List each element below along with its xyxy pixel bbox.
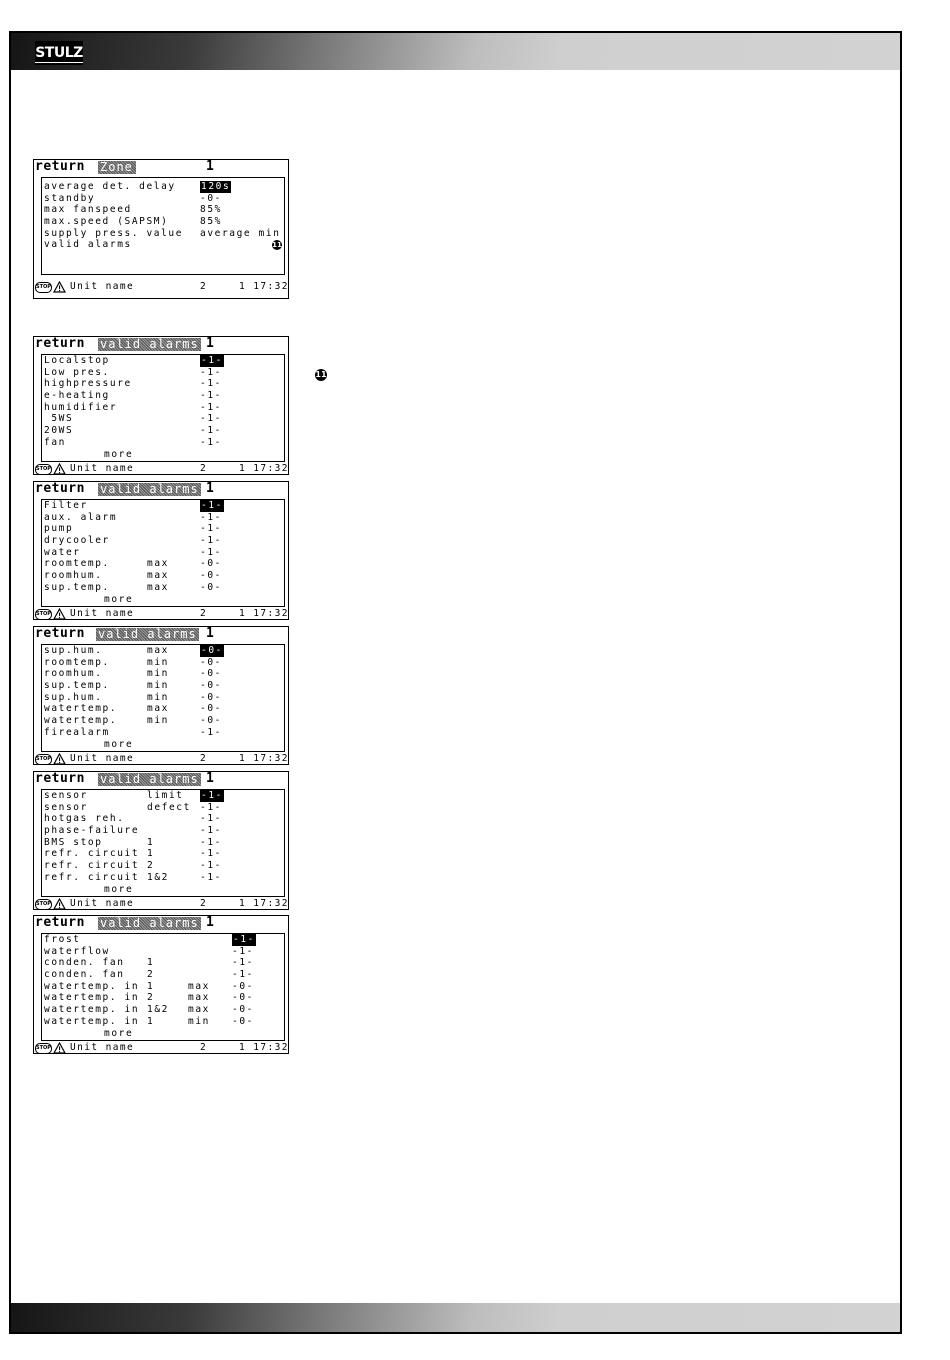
- row-limit: max: [188, 1004, 210, 1016]
- screen-title: return: [35, 915, 85, 930]
- row-label: BMS stop: [44, 836, 103, 848]
- lcd-status-bar: [34, 752, 288, 766]
- screen-title: return: [35, 481, 85, 496]
- stop-icon[interactable]: STOP: [35, 464, 52, 475]
- row-label: refr. circuit: [44, 860, 140, 872]
- row-value[interactable]: -1-: [200, 535, 222, 547]
- row-qualifier: min: [147, 691, 169, 703]
- row-label: sup.hum.: [44, 645, 103, 656]
- row-value[interactable]: -0-: [232, 1004, 254, 1016]
- menu-row[interactable]: [42, 703, 284, 715]
- lcd-menu-list: [41, 789, 285, 897]
- warning-icon[interactable]: [53, 608, 66, 620]
- row-limit: max: [188, 980, 210, 992]
- lcd-screen: [33, 915, 289, 1054]
- menu-row[interactable]: [42, 378, 284, 390]
- lcd-header: [34, 337, 288, 354]
- row-label: waterflow: [44, 945, 110, 957]
- menu-row[interactable]: [42, 500, 284, 512]
- row-label: pump: [44, 523, 74, 535]
- clock: 1 17:32: [239, 608, 289, 619]
- row-label: watertemp. in: [44, 1015, 140, 1027]
- row-label: phase-failure: [44, 825, 140, 837]
- screen-title: return: [35, 626, 85, 641]
- row-qualifier: max: [147, 703, 169, 715]
- page-indicator: 2: [200, 281, 208, 292]
- screen-number: 1: [206, 481, 214, 496]
- row-label: aux. alarm: [44, 511, 118, 523]
- menu-row[interactable]: [42, 848, 284, 860]
- row-qualifier: max: [147, 581, 169, 593]
- row-qualifier: 2: [147, 860, 155, 872]
- menu-row[interactable]: [42, 216, 284, 228]
- stop-icon[interactable]: STOP: [35, 282, 52, 293]
- warning-icon[interactable]: [53, 463, 66, 475]
- menu-row[interactable]: [42, 957, 284, 969]
- lcd-header: [34, 160, 288, 177]
- stop-icon[interactable]: STOP: [35, 899, 52, 910]
- row-label: sensor: [44, 790, 88, 801]
- menu-row[interactable]: [42, 645, 284, 657]
- lcd-screen: [33, 771, 289, 910]
- row-value[interactable]: -1-: [233, 934, 255, 945]
- lcd-status-bar: [34, 607, 288, 621]
- row-label: highpressure: [44, 378, 132, 390]
- menu-row[interactable]: [42, 981, 284, 993]
- row-value[interactable]: -0-: [200, 570, 222, 582]
- row-value[interactable]: -1-: [200, 378, 222, 390]
- row-value[interactable]: -1-: [200, 523, 222, 535]
- row-label: sup.temp.: [44, 581, 110, 593]
- menu-row[interactable]: [42, 1004, 284, 1016]
- warning-icon[interactable]: [53, 753, 66, 765]
- clock: 1 17:32: [239, 463, 289, 474]
- more-link[interactable]: more: [104, 1027, 134, 1039]
- menu-row[interactable]: [42, 790, 284, 802]
- row-value[interactable]: -0-: [200, 558, 222, 570]
- menu-row[interactable]: [42, 547, 284, 559]
- menu-row[interactable]: [42, 570, 284, 582]
- row-value[interactable]: -0-: [232, 1015, 254, 1027]
- warning-icon[interactable]: [53, 281, 66, 293]
- row-qualifier: 1&2: [147, 871, 169, 883]
- row-qualifier: 1&2: [147, 1004, 169, 1016]
- lcd-screen: [33, 626, 289, 765]
- more-link[interactable]: more: [104, 593, 134, 605]
- row-qualifier: min: [147, 656, 169, 668]
- stulz-logo: STULZ: [35, 41, 83, 65]
- stop-icon[interactable]: STOP: [35, 1043, 52, 1054]
- more-link[interactable]: more: [104, 738, 134, 750]
- menu-row[interactable]: [42, 523, 284, 535]
- menu-row[interactable]: [42, 367, 284, 379]
- lcd-menu-list: [41, 177, 285, 275]
- row-value[interactable]: -0-: [201, 645, 223, 656]
- row-label: sup.hum.: [44, 691, 103, 703]
- row-qualifier: 2: [147, 992, 155, 1004]
- lcd-status-bar: [34, 462, 288, 476]
- screen-title: return: [35, 336, 85, 351]
- row-label: watertemp. in: [44, 992, 140, 1004]
- row-value[interactable]: -1-: [200, 836, 222, 848]
- row-qualifier: limit: [147, 790, 184, 801]
- menu-row[interactable]: [42, 437, 284, 449]
- row-label: 5WS: [44, 413, 74, 425]
- row-limit: min: [188, 1015, 210, 1027]
- row-label: fan: [44, 436, 66, 448]
- row-label: hotgas reh.: [44, 813, 125, 825]
- row-label: roomhum.: [44, 668, 103, 680]
- menu-row[interactable]: [42, 1016, 284, 1028]
- page-indicator: 2: [200, 753, 208, 764]
- row-qualifier: 1: [147, 848, 155, 860]
- row-value[interactable]: -1-: [201, 500, 223, 511]
- row-value[interactable]: -1-: [200, 801, 222, 813]
- screen-title: return: [35, 771, 85, 786]
- row-label: roomhum.: [44, 570, 103, 582]
- row-value[interactable]: -1-: [200, 546, 222, 558]
- row-qualifier: min: [147, 668, 169, 680]
- row-label: roomtemp.: [44, 558, 110, 570]
- menu-row[interactable]: [42, 692, 284, 704]
- row-label: sensor: [44, 801, 88, 813]
- screen-subtitle: valid alarms: [100, 482, 199, 496]
- row-label: humidifier: [44, 401, 118, 413]
- row-value[interactable]: average min: [200, 227, 281, 239]
- row-value[interactable]: -1-: [200, 848, 222, 860]
- row-qualifier: 1: [147, 1015, 155, 1027]
- menu-row[interactable]: [42, 715, 284, 727]
- row-limit: max: [188, 992, 210, 1004]
- screen-number: 1: [206, 159, 214, 174]
- menu-row[interactable]: [42, 872, 284, 884]
- row-label: conden. fan: [44, 957, 125, 969]
- menu-row[interactable]: [42, 802, 284, 814]
- lcd-header: [34, 627, 288, 644]
- row-value[interactable]: -1-: [200, 860, 222, 872]
- lcd-status-bar: [34, 897, 288, 911]
- callout-marker-inline: 11: [272, 241, 282, 249]
- menu-row[interactable]: [42, 355, 284, 367]
- screen-subtitle: valid alarms: [100, 337, 199, 351]
- page-indicator: 2: [200, 898, 208, 909]
- row-value[interactable]: -1-: [200, 436, 222, 448]
- row-value[interactable]: -1-: [201, 355, 223, 366]
- row-value[interactable]: -1-: [200, 511, 222, 523]
- lcd-screen: [33, 336, 289, 475]
- row-qualifier: 2: [147, 969, 155, 981]
- menu-row[interactable]: [42, 535, 284, 547]
- row-value[interactable]: -1-: [200, 813, 222, 825]
- menu-row[interactable]: [42, 390, 284, 402]
- row-qualifier: 1: [147, 836, 155, 848]
- row-label: frost: [44, 934, 81, 945]
- page-indicator: 2: [200, 608, 208, 619]
- menu-row[interactable]: [42, 582, 284, 594]
- row-label: standby: [44, 192, 96, 204]
- row-value[interactable]: -0-: [200, 192, 222, 204]
- menu-row[interactable]: [42, 512, 284, 524]
- row-value[interactable]: -1-: [200, 366, 222, 378]
- menu-row[interactable]: [42, 969, 284, 981]
- screen-subtitle: valid alarms: [98, 627, 197, 641]
- row-qualifier: min: [147, 680, 169, 692]
- screen-number: 1: [206, 771, 214, 786]
- lcd-header: [34, 916, 288, 933]
- menu-row[interactable]: [42, 860, 284, 872]
- row-label: valid alarms: [44, 239, 132, 251]
- row-value[interactable]: -0-: [200, 703, 222, 715]
- row-value[interactable]: -0-: [200, 581, 222, 593]
- row-value[interactable]: 85%: [200, 204, 222, 216]
- row-value[interactable]: -0-: [200, 680, 222, 692]
- menu-row[interactable]: [42, 668, 284, 680]
- screen-number: 1: [206, 336, 214, 351]
- screen-subtitle: valid alarms: [100, 772, 199, 786]
- lcd-status-bar: [34, 1041, 288, 1055]
- row-label: refr. circuit: [44, 871, 140, 883]
- menu-row[interactable]: [42, 992, 284, 1004]
- menu-row[interactable]: [42, 813, 284, 825]
- row-qualifier: max: [147, 570, 169, 582]
- screen-subtitle: valid alarms: [100, 916, 199, 930]
- row-value[interactable]: -1-: [232, 957, 254, 969]
- row-value[interactable]: -0-: [232, 980, 254, 992]
- menu-row[interactable]: [42, 193, 284, 205]
- footer-band: [11, 1303, 900, 1332]
- more-link[interactable]: more: [104, 448, 134, 460]
- menu-row[interactable]: [42, 680, 284, 692]
- row-value[interactable]: -1-: [200, 390, 222, 402]
- unit-name: Unit name: [70, 608, 135, 619]
- menu-row[interactable]: [42, 657, 284, 669]
- menu-row[interactable]: [42, 402, 284, 414]
- row-value[interactable]: -1-: [232, 945, 254, 957]
- menu-row[interactable]: [42, 946, 284, 958]
- screen-number: 1: [206, 915, 214, 930]
- clock: 1 17:32: [239, 281, 289, 292]
- lcd-status-bar: [34, 280, 288, 294]
- row-value[interactable]: -0-: [200, 691, 222, 703]
- page-indicator: 2: [200, 1042, 208, 1053]
- row-label: Localstop: [44, 355, 110, 366]
- row-label: supply press. value: [44, 227, 184, 239]
- row-label: max fanspeed: [44, 204, 132, 216]
- row-value[interactable]: -0-: [200, 668, 222, 680]
- row-value[interactable]: 85%: [200, 216, 222, 228]
- screen-title: return: [35, 159, 85, 174]
- row-qualifier: 1: [147, 957, 155, 969]
- unit-name: Unit name: [70, 463, 135, 474]
- menu-row[interactable]: [42, 934, 284, 946]
- row-value[interactable]: -1-: [200, 401, 222, 413]
- row-value[interactable]: -0-: [200, 715, 222, 727]
- menu-row[interactable]: [42, 425, 284, 437]
- row-label: conden. fan: [44, 969, 125, 981]
- row-label: refr. circuit: [44, 848, 140, 860]
- menu-row[interactable]: [42, 413, 284, 425]
- row-value[interactable]: 120s: [201, 181, 231, 192]
- row-qualifier: min: [147, 715, 169, 727]
- row-value[interactable]: -1-: [232, 969, 254, 981]
- lcd-menu-list: [41, 354, 285, 462]
- clock: 1 17:32: [239, 898, 289, 909]
- row-qualifier: max: [147, 558, 169, 570]
- row-label: roomtemp.: [44, 656, 110, 668]
- menu-row[interactable]: [42, 558, 284, 570]
- row-label: drycooler: [44, 535, 110, 547]
- row-label: average det. delay: [44, 181, 176, 192]
- lcd-menu-list: [41, 644, 285, 752]
- lcd-header: [34, 772, 288, 789]
- menu-row[interactable]: [42, 204, 284, 216]
- row-label: sup.temp.: [44, 680, 110, 692]
- clock: 1 17:32: [239, 753, 289, 764]
- menu-row[interactable]: [42, 837, 284, 849]
- row-qualifier: 1: [147, 980, 155, 992]
- row-value[interactable]: -1-: [200, 871, 222, 883]
- row-qualifier: max: [147, 645, 169, 656]
- row-value[interactable]: -0-: [232, 992, 254, 1004]
- row-label: firealarm: [44, 726, 110, 738]
- lcd-menu-list: [41, 933, 285, 1041]
- row-label: max.speed (SAPSM): [44, 216, 169, 228]
- lcd-screen: [33, 159, 289, 299]
- warning-icon[interactable]: [53, 898, 66, 910]
- header-band: [11, 33, 900, 70]
- row-label: watertemp.: [44, 703, 118, 715]
- lcd-menu-list: [41, 499, 285, 607]
- row-value[interactable]: -1-: [201, 790, 223, 801]
- row-label: water: [44, 546, 81, 558]
- row-value[interactable]: -1-: [200, 825, 222, 837]
- stop-icon[interactable]: STOP: [35, 609, 52, 620]
- lcd-screen: [33, 481, 289, 620]
- screen-number: 1: [206, 626, 214, 641]
- row-label: watertemp. in: [44, 1004, 140, 1016]
- page-indicator: 2: [200, 463, 208, 474]
- row-value[interactable]: -0-: [200, 656, 222, 668]
- menu-row[interactable]: [42, 239, 284, 251]
- menu-row[interactable]: [42, 825, 284, 837]
- unit-name: Unit name: [70, 1042, 135, 1053]
- warning-icon[interactable]: [53, 1042, 66, 1054]
- stop-icon[interactable]: STOP: [35, 754, 52, 765]
- menu-row[interactable]: [42, 181, 284, 193]
- menu-row[interactable]: [42, 727, 284, 739]
- clock: 1 17:32: [239, 1042, 289, 1053]
- row-label: watertemp. in: [44, 980, 140, 992]
- row-value[interactable]: -1-: [200, 425, 222, 437]
- unit-name: Unit name: [70, 753, 135, 764]
- row-label: Filter: [44, 500, 88, 511]
- row-label: e-heating: [44, 390, 110, 402]
- unit-name: Unit name: [70, 898, 135, 909]
- row-label: watertemp.: [44, 715, 118, 727]
- lcd-header: [34, 482, 288, 499]
- screen-subtitle: Zone: [98, 161, 136, 174]
- callout-marker: 11: [315, 370, 327, 379]
- row-label: 20WS: [44, 425, 74, 437]
- more-link[interactable]: more: [104, 883, 134, 895]
- row-value[interactable]: -1-: [200, 413, 222, 425]
- row-label: Low pres.: [44, 366, 110, 378]
- unit-name: Unit name: [70, 281, 135, 292]
- row-qualifier: defect: [147, 801, 191, 813]
- row-value[interactable]: -1-: [200, 726, 222, 738]
- menu-row[interactable]: [42, 228, 284, 240]
